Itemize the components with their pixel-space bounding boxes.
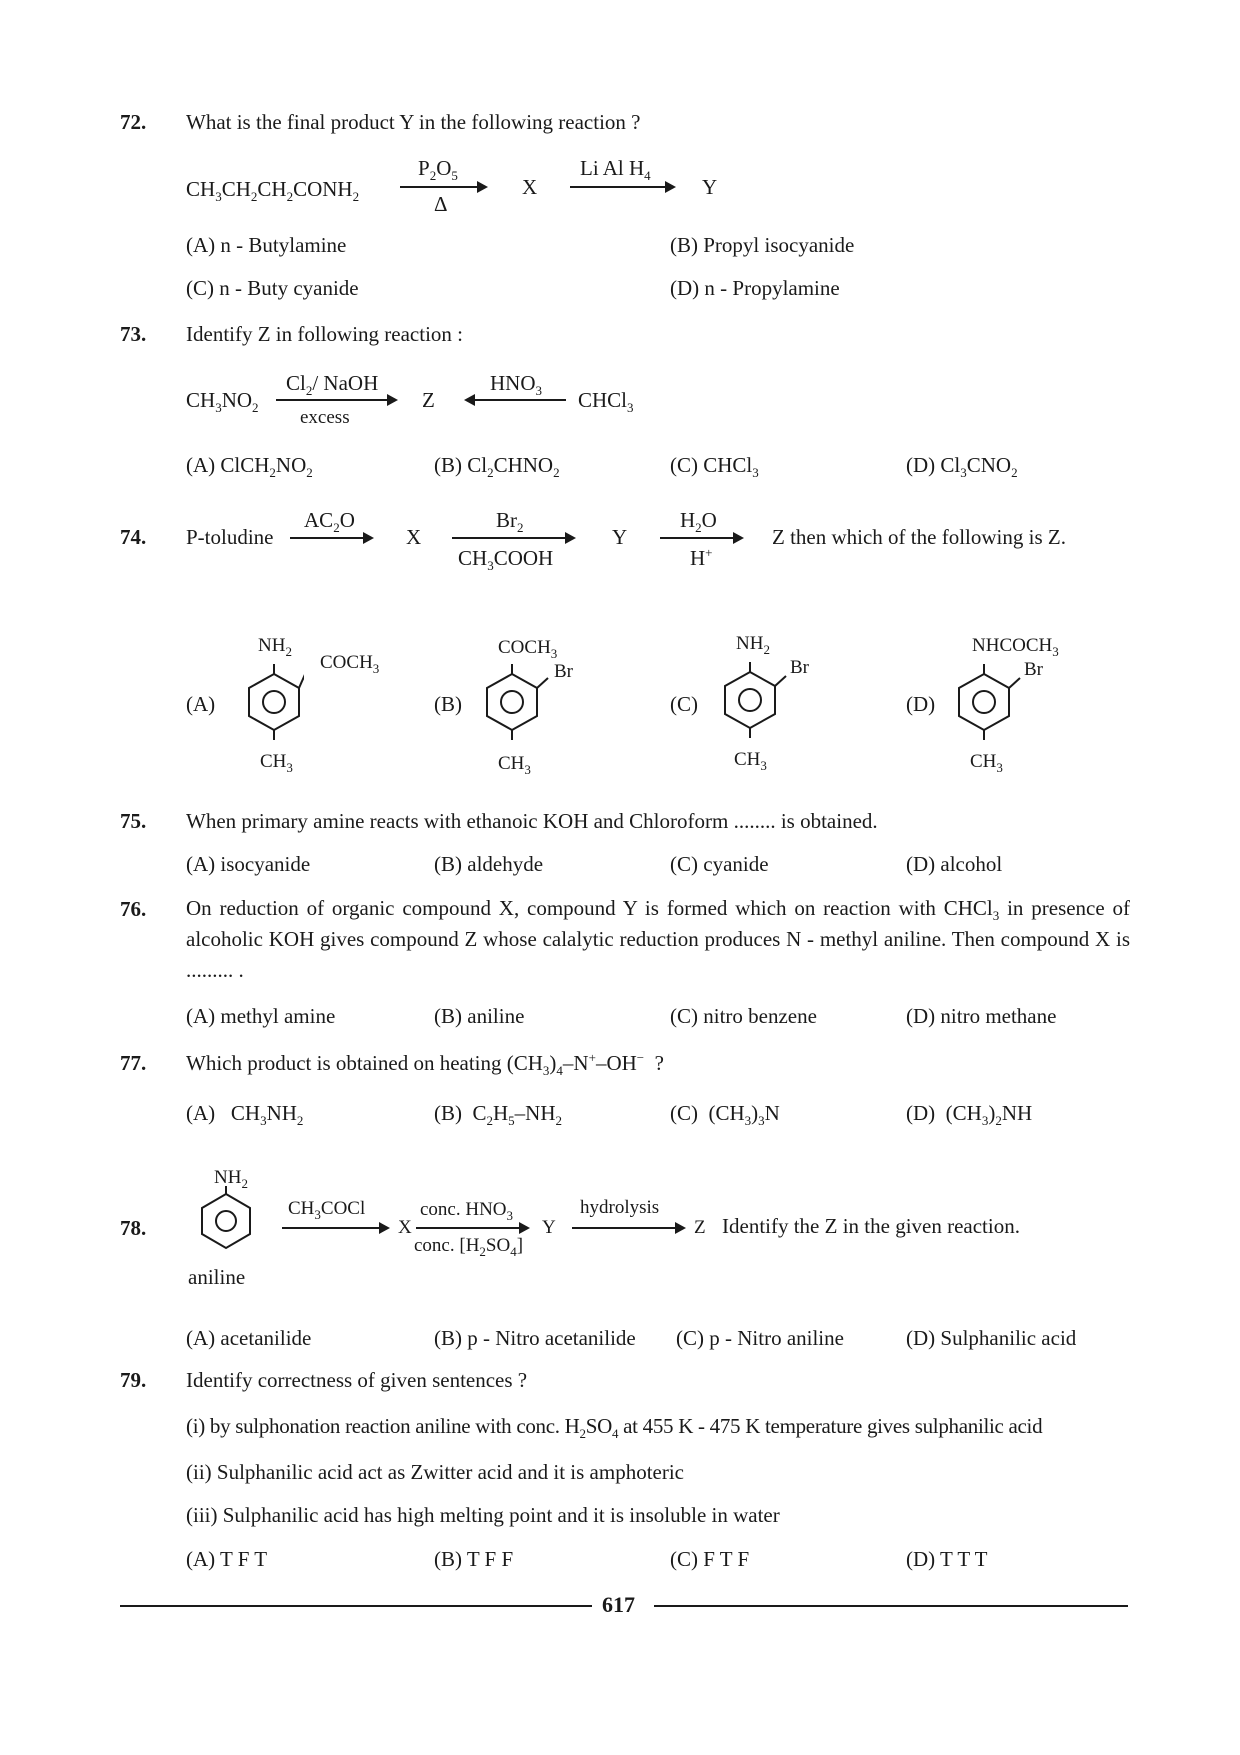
- q78-arrow-2: [416, 1227, 528, 1229]
- q74-option-c-side: Br: [790, 657, 809, 678]
- q78-aniline-ring: [196, 1186, 256, 1256]
- q75-number: 75.: [120, 809, 147, 833]
- q74-arrow-1: [290, 537, 372, 539]
- q78-y: Y: [542, 1217, 556, 1238]
- q72-number: 72.: [120, 110, 147, 134]
- q78-reagent3-top: hydrolysis: [580, 1197, 660, 1218]
- page-number: 617: [602, 1592, 635, 1617]
- q74-option-c-label: (C): [670, 692, 698, 716]
- q75-option-a: (A) isocyanide: [186, 852, 311, 876]
- q73-reagent-bottom: excess: [300, 407, 350, 428]
- q73-arrow-1: [276, 399, 396, 401]
- q74-option-c-top: $NH_2$: [736, 633, 770, 657]
- q78-option-d: (D) Sulphanilic acid: [906, 1326, 1077, 1350]
- q77-text: Which product is obtained on heating $(CH_3)_4-N^+-OH^-$ ?: [186, 1050, 664, 1078]
- q72-text: What is the final product Y in the following reaction ?: [186, 110, 641, 134]
- q74-reagent2-bottom: $CH_3COOH$: [458, 546, 554, 573]
- q72-option-d: (D) n - Propylamine: [670, 276, 840, 300]
- q73-number: 73.: [120, 322, 147, 346]
- q72-option-a: (A) n - Butylamine: [186, 233, 347, 257]
- q74-option-a-bottom: $CH_3$: [260, 751, 293, 775]
- q79-statement-1: (i) by sulphonation reaction aniline with conc. $H_2SO_4$ at 455 K - 475 K temperature gives sulphanilic acid: [186, 1414, 1043, 1441]
- q72-reagent2-top: Li Al $H_4$: [580, 156, 651, 183]
- q74-option-a-benzene-ring: [244, 664, 304, 740]
- q78-x: X: [398, 1217, 412, 1238]
- q79-option-b: (B) T F F: [434, 1547, 514, 1571]
- q73-text: Identify Z in following reaction :: [186, 322, 464, 346]
- q73-left-reactant: $CH_3NO_2$: [186, 388, 259, 415]
- q74-option-b-side: Br: [554, 661, 573, 682]
- q74-start: P-toludine: [186, 525, 274, 549]
- q78-number: 78.: [120, 1216, 147, 1240]
- q79-option-d: (D) T T T: [906, 1547, 988, 1571]
- q74-option-d-side: Br: [1024, 659, 1043, 680]
- q79-text: Identify correctness of given sentences ?: [186, 1368, 528, 1392]
- q78-arrow-1: [282, 1227, 388, 1229]
- q74-number: 74.: [120, 525, 147, 549]
- q73-product: Z: [422, 388, 435, 412]
- q76-option-c: (C) nitro benzene: [670, 1004, 817, 1028]
- q74-reagent1-top: $AC_2O$: [304, 508, 355, 535]
- q75-text: When primary amine reacts with ethanoic KOH and Chloroform ........ is obtained.: [186, 809, 878, 833]
- q78-option-c: (C) p - Nitro aniline: [676, 1326, 844, 1350]
- q74-y: Y: [612, 525, 628, 549]
- q74-option-b-top: $COCH_3$: [498, 637, 558, 661]
- q74-reagent3-top: $H_2O$: [680, 508, 717, 535]
- q78-reagent2-bottom: conc. $[H_2SO_4]$: [414, 1235, 524, 1259]
- q75-option-b: (B) aldehyde: [434, 852, 544, 876]
- q74-arrow-3: [660, 537, 742, 539]
- q78-option-b: (B) p - Nitro acetanilide: [434, 1326, 636, 1350]
- q74-option-a-side: $COCH_3$: [320, 652, 380, 676]
- q73-right-reagent-top: $HNO_3$: [490, 371, 542, 398]
- q79-statement-2: (ii) Sulphanilic acid act as Zwitter acid and it is amphoteric: [186, 1460, 685, 1484]
- q72-arrow-1: [400, 186, 486, 188]
- q78-aniline-label: aniline: [188, 1265, 246, 1289]
- q73-option-b: (B) $Cl_2CHNO_2$: [434, 453, 560, 480]
- q79-number: 79.: [120, 1368, 147, 1392]
- q74-option-b-bottom: $CH_3$: [498, 753, 531, 777]
- q74-option-c-bottom: $CH_3$: [734, 749, 767, 773]
- q79-option-a: (A) T F T: [186, 1547, 268, 1571]
- q78-reagent1-top: $CH_3COCl$: [288, 1198, 366, 1222]
- q74-option-b-benzene-ring: [482, 664, 558, 740]
- q73-arrow-2: [466, 399, 566, 401]
- q72-option-c: (C) n - Buty cyanide: [186, 276, 359, 300]
- q75-option-d: (D) alcohol: [906, 852, 1003, 876]
- q74-tail: Z then which of the following is Z.: [772, 525, 1066, 549]
- q73-right-reactant: CHCl$_3$: [578, 388, 634, 415]
- q74-reagent3-bottom: H+: [690, 545, 713, 570]
- q74-arrow-2: [452, 537, 574, 539]
- q72-reagent1-top: $P_2O_5$: [418, 156, 458, 183]
- q76-text: On reduction of organic compound X, compound Y is formed which on reaction with CHCl$_3$ in presence of alcoholic KOH gives compound Z whose calalytic reduction produces N - methyl aniline. Then compound X is ......... .: [186, 896, 1131, 982]
- q73-reagent-top: $Cl_2/$ NaOH: [286, 371, 379, 398]
- q74-option-c-benzene-ring: [720, 662, 796, 738]
- q75-option-c: (C) cyanide: [670, 852, 769, 876]
- q78-aniline-top: $NH_2$: [214, 1167, 248, 1191]
- footer-rule-right: [654, 1605, 1128, 1607]
- q78-reagent2-top: conc. $HNO_3$: [420, 1199, 514, 1223]
- q74-option-d-top: $NHCOCH_3$: [972, 635, 1059, 659]
- q79-option-c: (C) F T F: [670, 1547, 750, 1571]
- q73-option-a: (A) $ClCH_2NO_2$: [186, 453, 313, 480]
- q74-option-b-label: (B): [434, 692, 462, 716]
- q77-option-a: (A) $CH_3NH_2$: [186, 1101, 304, 1128]
- q77-number: 77.: [120, 1051, 147, 1075]
- q79-statement-3: (iii) Sulphanilic acid has high melting point and it is insoluble in water: [186, 1503, 780, 1527]
- q78-option-a: (A) acetanilide: [186, 1326, 312, 1350]
- q78-tail: Identify the Z in the given reaction.: [722, 1214, 1020, 1238]
- q74-x: X: [406, 525, 422, 549]
- q72-option-b: (B) Propyl isocyanide: [670, 233, 855, 257]
- q72-product: Y: [702, 175, 718, 199]
- q74-option-d-benzene-ring: [954, 664, 1030, 740]
- q76-number: 76.: [120, 897, 147, 921]
- q76-option-d: (D) nitro methane: [906, 1004, 1057, 1028]
- q72-intermediate: X: [522, 175, 538, 199]
- footer-rule-left: [120, 1605, 592, 1607]
- q77-option-b: (B) $C_2H_5-NH_2$: [434, 1101, 563, 1128]
- q76-option-a: (A) methyl amine: [186, 1004, 336, 1028]
- q74-option-d-label: (D): [906, 692, 936, 716]
- q72-arrow-2: [570, 186, 674, 188]
- q77-option-d: (D) $(CH_3)_2NH$: [906, 1101, 1033, 1128]
- q78-z: Z: [694, 1217, 706, 1238]
- q76-option-b: (B) aniline: [434, 1004, 525, 1028]
- q74-reagent2-top: $Br_2$: [496, 508, 524, 535]
- q77-option-c: (C) $(CH_3)_3N$: [670, 1101, 780, 1128]
- q74-option-a-label: (A): [186, 692, 216, 716]
- q74-option-d-bottom: $CH_3$: [970, 751, 1003, 775]
- q73-option-c: (C) CHCl$_3$: [670, 453, 759, 480]
- q73-option-d: (D) $Cl_3CNO_2$: [906, 453, 1018, 480]
- q74-option-a-top: $NH_2$: [258, 635, 292, 659]
- q72-reagent1-bottom: Δ: [434, 192, 448, 216]
- q72-reactant: $CH_3CH_2CH_2CONH_2$: [186, 177, 360, 204]
- q78-arrow-3: [572, 1227, 684, 1229]
